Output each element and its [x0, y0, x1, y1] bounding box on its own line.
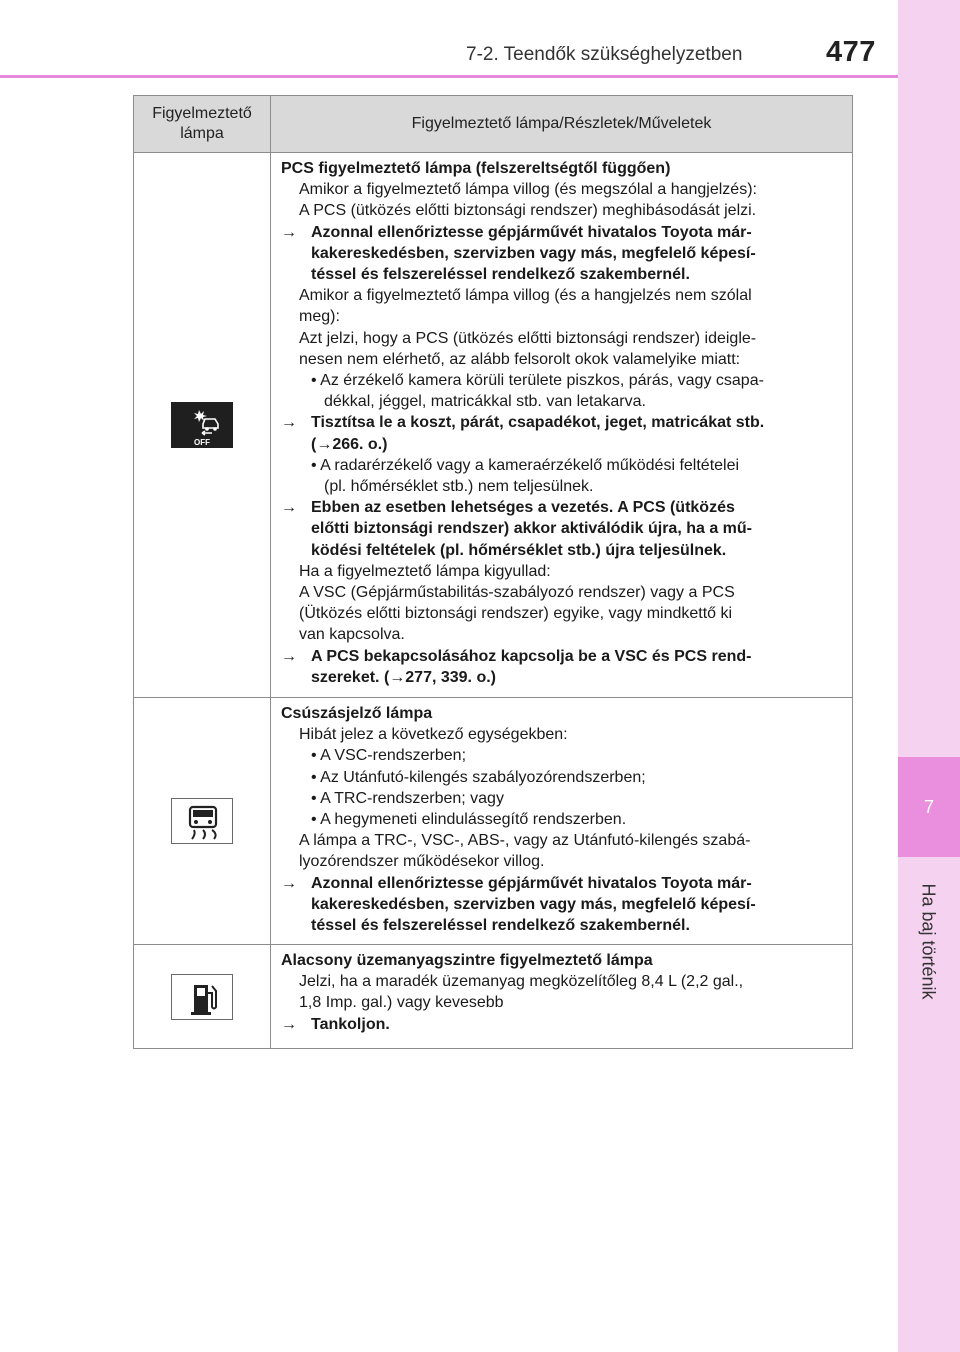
action-line: [281, 873, 842, 894]
column-header-icon: Figyelmeztető lámpa: [134, 96, 271, 153]
bullet-line: • A hegymeneti elindulássegítő rendszerben.: [311, 811, 627, 829]
body-line: nesen nem elérhető, az alább felsorolt okok valamelyike miatt:: [299, 350, 741, 368]
action-continuation: kakereskedésben, szervizben vagy más, megfelelő képesí-: [311, 895, 756, 913]
body-line: Ha a figyelmeztető lámpa kigyullad:: [299, 562, 551, 580]
arrow-icon: →: [281, 414, 297, 432]
bullet-line: • A VSC-rendszerben;: [311, 747, 467, 765]
details-cell: [271, 698, 853, 945]
body-line: Jelzi, ha a maradék üzemanyag megközelítőleg 8,4 L (2,2 gal.,: [299, 973, 744, 991]
chapter-number: 7: [898, 757, 960, 857]
action-continuation: téssel és felszereléssel rendelkező szakembernél.: [311, 266, 690, 284]
chapter-label-text: Ha baj történik: [918, 882, 939, 1000]
table-row: [134, 945, 853, 1049]
chapter-label: [897, 866, 959, 1016]
arrow-icon: →: [281, 499, 297, 517]
table-row: [134, 153, 853, 698]
body-line: Amikor a figyelmeztető lámpa villog (és a hangjelzés nem szólal: [299, 287, 752, 305]
bullet-line: • A radarérzékelő vagy a kameraérzékelő működési feltételei: [311, 456, 740, 474]
pcs-off-icon-label: OFF: [194, 438, 210, 447]
action-line: [281, 1014, 842, 1035]
action-text: Tankoljon.: [311, 1015, 390, 1033]
action-continuation: szereket. (→277, 339. o.): [311, 668, 496, 686]
details-cell: [271, 945, 853, 1049]
pcs-off-warning-icon: [171, 402, 233, 448]
icon-cell: [134, 698, 271, 945]
body-line: van kapcsolva.: [299, 626, 405, 644]
arrow-icon: →: [281, 223, 297, 241]
warning-light-table: [133, 95, 853, 1049]
column-header-details: Figyelmeztető lámpa/Részletek/Műveletek: [271, 96, 853, 153]
action-continuation: ködési feltételek (pl. hőmérséklet stb.) újra teljesülnek.: [311, 541, 727, 559]
body-line: A lámpa a TRC-, VSC-, ABS-, vagy az Utánfutó-kilengés szabá-: [299, 832, 751, 850]
icon-cell: [134, 153, 271, 698]
body-line: Azt jelzi, hogy a PCS (ütközés előtti biztonsági rendszer) ideigle-: [299, 329, 757, 347]
arrow-icon: →: [281, 1015, 297, 1033]
header-rule: [0, 75, 898, 78]
arrow-icon: →: [281, 874, 297, 892]
body-line: lyozórendszer működésekor villog.: [299, 853, 545, 871]
bullet-line: • Az Utánfutó-kilengés szabályozórendszerben;: [311, 768, 646, 786]
body-line: Hibát jelez a következő egységekben:: [299, 726, 568, 744]
action-line: [281, 646, 842, 667]
details-cell: [271, 153, 853, 698]
bullet-line: • Az érzékelő kamera körüli területe piszkos, párás, vagy csapa-: [311, 372, 764, 390]
table-header-row: [134, 96, 853, 153]
slip-indicator-icon: [171, 798, 233, 844]
action-line: [281, 222, 842, 243]
bullet-continuation: (pl. hőmérséklet stb.) nem teljesülnek.: [324, 478, 594, 496]
action-line: [281, 412, 842, 433]
action-text: Azonnal ellenőriztesse gépjárművét hivatalos Toyota már-: [311, 874, 752, 892]
icon-cell: [134, 945, 271, 1049]
body-line: meg):: [299, 308, 340, 326]
action-text: A PCS bekapcsolásához kapcsolja be a VSC és PCS rend-: [311, 647, 752, 665]
arrow-icon: →: [281, 647, 297, 665]
body-line: 1,8 Imp. gal.) vagy kevesebb: [299, 994, 504, 1012]
bullet-continuation: dékkal, jéggel, matricákkal stb. van letakarva.: [324, 393, 646, 411]
body-line: Amikor a figyelmeztető lámpa villog (és megszólal a hangjelzés):: [299, 181, 757, 199]
body-line: A VSC (Gépjárműstabilitás-szabályozó rendszer) vagy a PCS: [299, 584, 735, 602]
chapter-side-tab: [898, 0, 960, 1352]
entry-title: PCS figyelmeztető lámpa (felszereltségtől függően): [281, 160, 671, 177]
action-text: Azonnal ellenőriztesse gépjárművét hivatalos Toyota már-: [311, 223, 752, 241]
body-line: (Ütközés előtti biztonsági rendszer) egyike, vagy mindkettő ki: [299, 605, 733, 623]
action-text: Ebben az esetben lehetséges a vezetés. A PCS (ütközés: [311, 499, 735, 517]
body-line: A PCS (ütközés előtti biztonsági rendszer) meghibásodását jelzi.: [299, 202, 757, 220]
entry-title: Csúszásjelző lámpa: [281, 705, 433, 722]
section-title: 7-2. Teendők szükséghelyzetben: [466, 44, 743, 65]
page-number: 477: [826, 36, 876, 68]
action-line: [281, 497, 842, 518]
action-continuation: előtti biztonsági rendszer) akkor aktiválódik újra, ha a mű-: [311, 520, 752, 538]
table-row: [134, 698, 853, 945]
action-text: Tisztítsa le a koszt, párát, csapadékot, jeget, matricákat stb.: [311, 414, 765, 432]
action-continuation: (→266. o.): [311, 435, 388, 453]
action-continuation: téssel és felszereléssel rendelkező szakembernél.: [311, 917, 690, 935]
bullet-line: • A TRC-rendszerben; vagy: [311, 789, 504, 807]
entry-title: Alacsony üzemanyagszintre figyelmeztető lámpa: [281, 952, 653, 969]
action-continuation: kakereskedésben, szervizben vagy más, megfelelő képesí-: [311, 244, 756, 262]
fuel-pump-icon: [171, 974, 233, 1020]
